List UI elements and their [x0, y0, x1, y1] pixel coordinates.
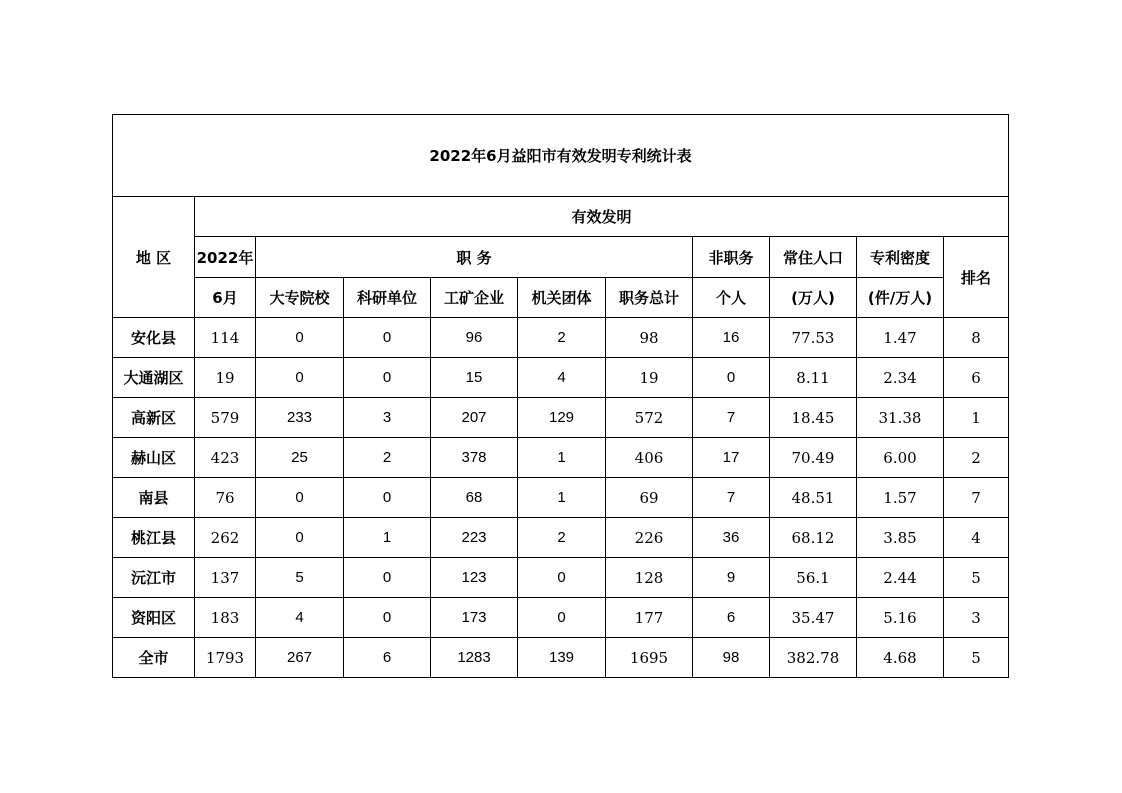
- table-row: [113, 598, 1009, 638]
- cell-region: 沅江市: [113, 558, 195, 598]
- cell-region: 全市: [113, 638, 195, 678]
- cell-service-total: 406: [606, 438, 693, 478]
- cell-june-count: 137: [195, 558, 256, 598]
- cell-org: 139: [518, 638, 606, 678]
- header-service: 职 务: [256, 237, 693, 278]
- cell-industry: 1283: [431, 638, 518, 678]
- cell-univ: 25: [256, 438, 344, 478]
- table-row: [113, 358, 1009, 398]
- cell-density: 3.85: [857, 518, 944, 558]
- header-population-unit: (万人): [770, 278, 857, 318]
- cell-service-total: 1695: [606, 638, 693, 678]
- cell-individual: 7: [693, 398, 770, 438]
- cell-org: 2: [518, 318, 606, 358]
- cell-region: 高新区: [113, 398, 195, 438]
- cell-univ: 0: [256, 318, 344, 358]
- cell-individual: 9: [693, 558, 770, 598]
- cell-research: 0: [344, 318, 431, 358]
- cell-industry: 123: [431, 558, 518, 598]
- cell-rank: 7: [944, 478, 1009, 518]
- cell-rank: 5: [944, 558, 1009, 598]
- cell-univ: 233: [256, 398, 344, 438]
- table-body: [113, 318, 1009, 678]
- cell-population: 18.45: [770, 398, 857, 438]
- cell-population: 77.53: [770, 318, 857, 358]
- header-density-unit: (件/万人): [857, 278, 944, 318]
- cell-univ: 5: [256, 558, 344, 598]
- cell-population: 56.1: [770, 558, 857, 598]
- cell-research: 2: [344, 438, 431, 478]
- cell-density: 2.34: [857, 358, 944, 398]
- cell-region: 南县: [113, 478, 195, 518]
- cell-research: 6: [344, 638, 431, 678]
- cell-population: 70.49: [770, 438, 857, 478]
- cell-industry: 96: [431, 318, 518, 358]
- cell-population: 48.51: [770, 478, 857, 518]
- cell-individual: 6: [693, 598, 770, 638]
- header-univ: 大专院校: [256, 278, 344, 318]
- cell-service-total: 69: [606, 478, 693, 518]
- cell-service-total: 177: [606, 598, 693, 638]
- cell-industry: 15: [431, 358, 518, 398]
- header-rank: 排名: [944, 237, 1009, 318]
- cell-univ: 267: [256, 638, 344, 678]
- cell-june-count: 76: [195, 478, 256, 518]
- cell-population: 382.78: [770, 638, 857, 678]
- cell-rank: 2: [944, 438, 1009, 478]
- cell-industry: 378: [431, 438, 518, 478]
- header-individual: 个人: [693, 278, 770, 318]
- cell-density: 31.38: [857, 398, 944, 438]
- header-industry: 工矿企业: [431, 278, 518, 318]
- table-row: [113, 398, 1009, 438]
- cell-density: 1.47: [857, 318, 944, 358]
- cell-density: 4.68: [857, 638, 944, 678]
- cell-june-count: 579: [195, 398, 256, 438]
- cell-industry: 68: [431, 478, 518, 518]
- cell-industry: 207: [431, 398, 518, 438]
- header-service-total: 职务总计: [606, 278, 693, 318]
- cell-org: 0: [518, 558, 606, 598]
- cell-june-count: 19: [195, 358, 256, 398]
- patent-stats-table: [112, 114, 1009, 678]
- cell-service-total: 572: [606, 398, 693, 438]
- cell-population: 68.12: [770, 518, 857, 558]
- cell-region: 赫山区: [113, 438, 195, 478]
- cell-population: 8.11: [770, 358, 857, 398]
- cell-univ: 0: [256, 478, 344, 518]
- header-month-top: 2022年: [195, 237, 256, 278]
- table-row: [113, 518, 1009, 558]
- cell-june-count: 114: [195, 318, 256, 358]
- header-org: 机关团体: [518, 278, 606, 318]
- cell-region: 安化县: [113, 318, 195, 358]
- table-row: [113, 438, 1009, 478]
- cell-individual: 7: [693, 478, 770, 518]
- cell-industry: 223: [431, 518, 518, 558]
- cell-univ: 0: [256, 518, 344, 558]
- header-population: 常住人口: [770, 237, 857, 278]
- header-research: 科研单位: [344, 278, 431, 318]
- cell-org: 4: [518, 358, 606, 398]
- cell-org: 1: [518, 478, 606, 518]
- cell-service-total: 98: [606, 318, 693, 358]
- cell-org: 1: [518, 438, 606, 478]
- cell-individual: 36: [693, 518, 770, 558]
- cell-density: 1.57: [857, 478, 944, 518]
- cell-individual: 17: [693, 438, 770, 478]
- cell-density: 6.00: [857, 438, 944, 478]
- cell-org: 0: [518, 598, 606, 638]
- cell-research: 0: [344, 598, 431, 638]
- cell-rank: 1: [944, 398, 1009, 438]
- cell-industry: 173: [431, 598, 518, 638]
- cell-individual: 0: [693, 358, 770, 398]
- cell-org: 2: [518, 518, 606, 558]
- cell-region: 资阳区: [113, 598, 195, 638]
- cell-density: 2.44: [857, 558, 944, 598]
- cell-research: 0: [344, 478, 431, 518]
- cell-research: 0: [344, 358, 431, 398]
- cell-rank: 4: [944, 518, 1009, 558]
- cell-rank: 6: [944, 358, 1009, 398]
- cell-rank: 3: [944, 598, 1009, 638]
- cell-june-count: 1793: [195, 638, 256, 678]
- header-month-bottom: 6月: [195, 278, 256, 318]
- cell-june-count: 262: [195, 518, 256, 558]
- cell-univ: 0: [256, 358, 344, 398]
- cell-research: 3: [344, 398, 431, 438]
- cell-service-total: 128: [606, 558, 693, 598]
- table-row: [113, 638, 1009, 678]
- cell-univ: 4: [256, 598, 344, 638]
- cell-region: 大通湖区: [113, 358, 195, 398]
- cell-rank: 5: [944, 638, 1009, 678]
- cell-org: 129: [518, 398, 606, 438]
- cell-region: 桃江县: [113, 518, 195, 558]
- header-valid-invention: 有效发明: [195, 197, 1009, 237]
- cell-service-total: 226: [606, 518, 693, 558]
- cell-research: 0: [344, 558, 431, 598]
- cell-density: 5.16: [857, 598, 944, 638]
- cell-service-total: 19: [606, 358, 693, 398]
- cell-research: 1: [344, 518, 431, 558]
- header-non-service: 非职务: [693, 237, 770, 278]
- table-row: [113, 318, 1009, 358]
- cell-individual: 98: [693, 638, 770, 678]
- header-density: 专利密度: [857, 237, 944, 278]
- cell-individual: 16: [693, 318, 770, 358]
- cell-june-count: 183: [195, 598, 256, 638]
- page-title: 2022年6月益阳市有效发明专利统计表: [113, 115, 1009, 197]
- table-row: [113, 558, 1009, 598]
- header-region: 地 区: [113, 197, 195, 318]
- cell-population: 35.47: [770, 598, 857, 638]
- table-row: [113, 478, 1009, 518]
- cell-rank: 8: [944, 318, 1009, 358]
- cell-june-count: 423: [195, 438, 256, 478]
